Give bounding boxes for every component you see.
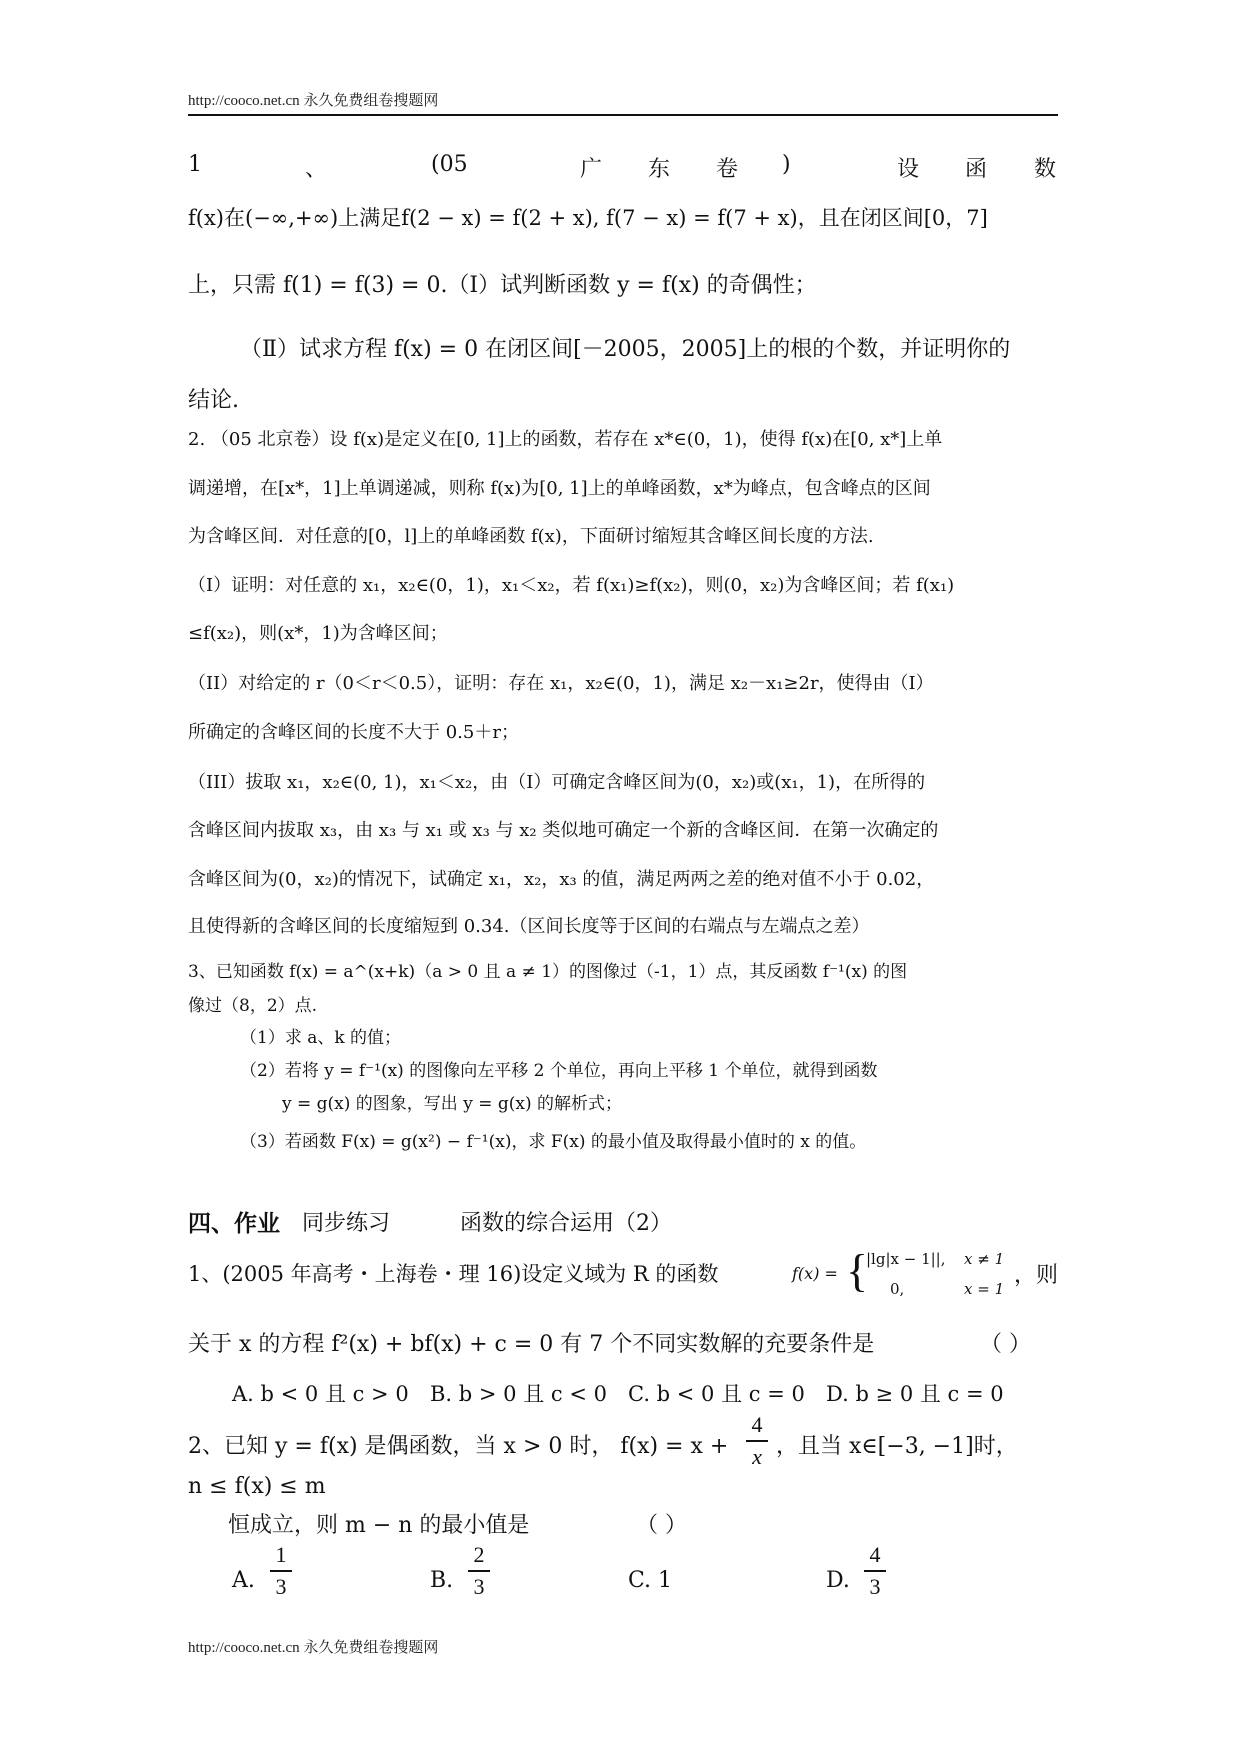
q2-line9: 含峰区间内拔取 x₃，由 x₃ 与 x₁ 或 x₃ 与 x₂ 类似地可确定一个新的含峰区间．在第一次确定的 [188,820,939,841]
q3-part2-cont: y = g(x) 的图象，写出 y = g(x) 的解析式； [282,1094,622,1114]
hw1-cond1: x ≠ 1 [964,1250,1005,1268]
q3-part1: （1）求 a、k 的值； [240,1028,402,1048]
hw2-option-a-bottom: 3 [275,1573,287,1599]
hw2-line1b: ，且当 x∈[−3, −1]时， [776,1434,1018,1459]
q1-source-juan: 卷 [716,157,739,182]
hw2-line2: n ≤ f(x) ≤ m [188,1474,326,1499]
q2-line5: ≤f(x₂)，则(x*，1)为含峰区间； [188,623,448,644]
section4-sub1: 同步练习 [302,1211,391,1236]
hw1-paren: （ ） [980,1332,1031,1357]
hw2-paren: （ ） [636,1513,687,1538]
q2-line11: 且使得新的含峰区间的长度缩短到 0.34.（区间长度等于区间的右端点与左端点之差） [188,916,870,937]
page-header: http://cooco.net.cn 永久免费组卷搜题网 [188,93,439,109]
hw2-line3: 恒成立，则 m − n 的最小值是 [228,1513,530,1538]
q2-line3: 为含峰区间．对任意的[0，l]上的单峰函数 f(x)，下面研讨缩短其含峰区间长度的方法. [188,526,874,547]
hw2-option-b-bar [468,1570,490,1572]
hw2-fraction [746,1412,768,1470]
hw1-case1: |lg|x − 1||, [866,1250,946,1268]
hw2-option-d-bar [864,1570,886,1572]
hw2-option-b-label: B. [430,1568,454,1593]
hw1-line1: 1、(2005 年高考・上海卷・理 16)设定义域为 R 的函数 [188,1262,719,1286]
q3-line1: 3、已知函数 f(x) = a^(x+k)（a > 0 且 a ≠ 1）的图像过（-1，1）点，其反函数 f⁻¹(x) 的图 [188,962,908,982]
header-rule [188,114,1058,116]
hw2-option-a-top: 1 [275,1542,287,1567]
q2-line6: （II）对给定的 r（0＜r＜0.5），证明：存在 x₁，x₂∈(0，1)，满足 x₂－x₁≥2r，使得由（I） [188,673,934,694]
hw1-line2: 关于 x 的方程 f²(x) + bf(x) + c = 0 有 7 个不同实数解的充要条件是 [188,1332,875,1357]
q1-source-close: ) [782,152,791,177]
section4-sub2: 函数的综合运用（2） [460,1211,672,1236]
q1-lead-han: 函 [965,157,988,182]
hw2-option-b-top: 2 [473,1542,485,1567]
hw1-fx: f(x) = [792,1264,838,1283]
q1-source-dong: 东 [648,157,671,182]
q1-line2: f(x)在(−∞,+∞)上满足f(2 − x) = f(2 + x), f(7 − x) = f(7 + x)，且在闭区间[0，7] [188,206,988,230]
hw2-option-b-bottom: 3 [473,1573,485,1599]
hw2-fraction-bar [746,1440,768,1442]
q1-source-guang: 广 [580,157,603,182]
hw2-option-d-fraction [864,1542,886,1600]
hw2-option-c: C. 1 [628,1568,673,1593]
page-footer: http://cooco.net.cn 永久免费组卷搜题网 [188,1640,439,1656]
q3-line2: 像过（8，2）点. [188,996,318,1016]
hw1-cond2: x = 1 [964,1280,1005,1298]
hw1-after: ，则 [1014,1263,1059,1288]
hw2-option-a-fraction [270,1542,292,1600]
q2-line7: 所确定的含峰区间的长度不大于 0.5＋r； [188,722,519,743]
hw2-option-b-fraction [468,1542,490,1600]
hw2-fraction-top: 4 [751,1412,763,1437]
q1-line5: 结论. [188,388,239,413]
hw1-option-b: B. b > 0 且 c < 0 [430,1382,607,1406]
hw2-option-a-bar [270,1570,292,1572]
section4-title: 四、作业 [188,1210,280,1237]
q1-number: 1 [188,152,202,177]
q1-line3: 上，只需 f(1) = f(3) = 0.（Ⅰ）试判断函数 y = f(x) 的奇偶性； [188,273,817,298]
hw1-case2: 0, [890,1280,905,1298]
q2-line10: 含峰区间为(0，x₂)的情况下，试确定 x₁，x₂，x₃ 的值，满足两两之差的绝对值不小于 0.02， [188,869,935,890]
q2-line4: （I）证明：对任意的 x₁，x₂∈(0，1)，x₁＜x₂，若 f(x₁)≥f(x₂)，则(0，x₂)为含峰区间；若 f(x₁) [188,575,955,596]
q1-source-open: (05 [431,152,468,177]
hw2-option-a-label: A. [232,1568,255,1593]
hw2-option-d-label: D. [826,1568,850,1593]
q3-part3: （3）若函数 F(x) = g(x²) − f⁻¹(x)，求 F(x) 的最小值及取得最小值时的 x 的值。 [240,1132,867,1152]
hw2-line1a: 2、已知 y = f(x) 是偶函数，当 x > 0 时， f(x) = x + [188,1434,729,1459]
hw1-option-d: D. b ≥ 0 且 c = 0 [826,1382,1004,1406]
q1-lead-she: 设 [897,157,920,182]
q2-line2: 调递增，在[x*，1]上单调递减，则称 f(x)为[0, 1]上的单峰函数，x*为峰点，包含峰点的区间 [188,478,931,499]
q2-line8: （III）拔取 x₁，x₂∈(0, 1)，x₁＜x₂，由（I）可确定含峰区间为(0，x₂)或(x₁，1)，在所得的 [188,772,926,793]
q1-line4: （Ⅱ）试求方程 f(x) = 0 在闭区间[－2005，2005]上的根的个数，并证明你的 [240,337,1011,362]
hw2-fraction-bottom: x [752,1443,762,1469]
hw1-option-a: A. b < 0 且 c > 0 [232,1382,409,1406]
hw1-brace: { [846,1245,869,1296]
hw2-option-d-bottom: 3 [869,1573,881,1599]
q2-line1: 2. （05 北京卷）设 f(x)是定义在[0, 1]上的函数，若存在 x*∈(0，1)，使得 f(x)在[0, x*]上单 [188,429,943,450]
hw1-option-c: C. b < 0 且 c = 0 [628,1382,805,1406]
q1-sep: 、 [305,157,328,182]
hw2-option-d-top: 4 [869,1542,881,1567]
q3-part2: （2）若将 y = f⁻¹(x) 的图像向左平移 2 个单位，再向上平移 1 个单位，就得到函数 [240,1061,878,1081]
q1-lead-shu: 数 [1034,157,1057,182]
